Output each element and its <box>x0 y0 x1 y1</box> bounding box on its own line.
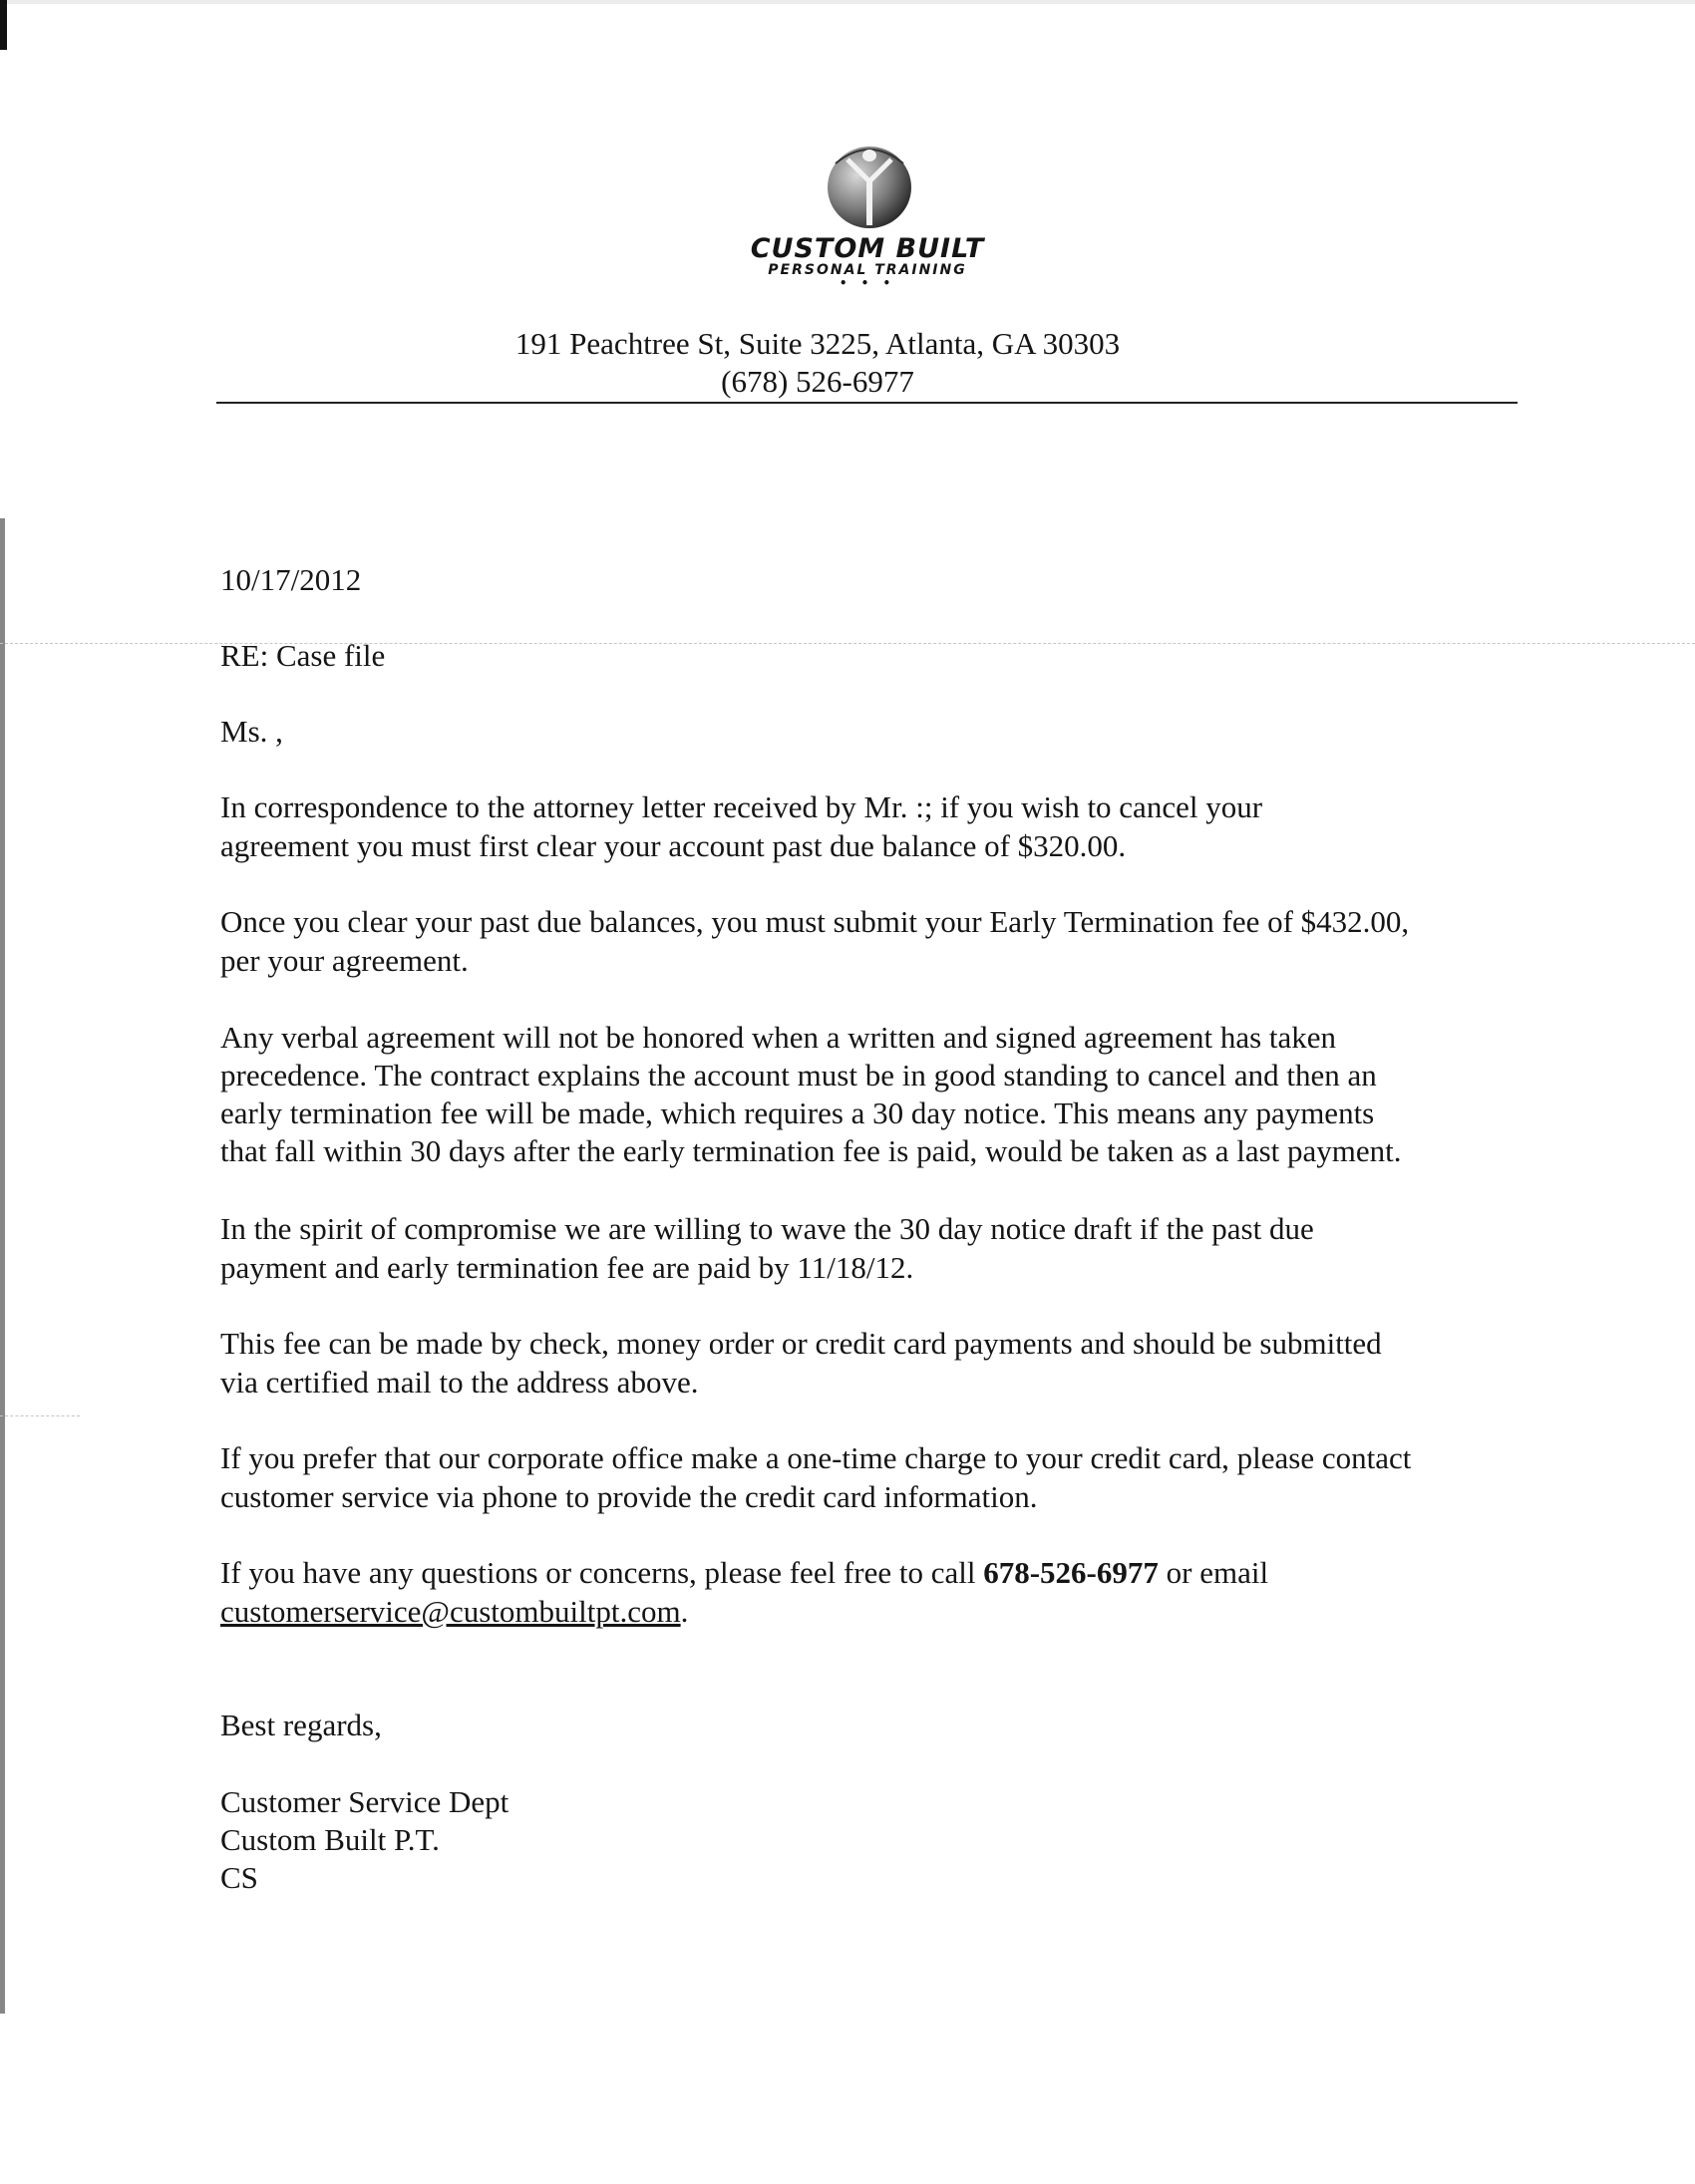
closing: Best regards, <box>220 1708 382 1742</box>
paragraph-7-line-2 <box>220 1592 688 1631</box>
signature-line-2: Custom Built P.T. <box>220 1822 440 1857</box>
paragraph-2-line-1: Once you clear your past due balances, you must submit your Early Termination fee of $432.00, <box>220 904 1410 939</box>
brand-name: CUSTOM BUILT <box>750 233 985 264</box>
brand-dots: • • • <box>839 276 896 290</box>
contact-period: . <box>680 1594 689 1629</box>
contact-email-link[interactable]: customerservice@custombuiltpt.com <box>220 1594 681 1629</box>
letter-date: 10/17/2012 <box>220 562 362 597</box>
paragraph-6-line-2: customer service via phone to provide the credit card information. <box>220 1479 1038 1514</box>
trainer-figure-logo-icon <box>818 138 922 232</box>
paragraph-3-line-3: early termination fee will be made, which requires a 30 day notice. This means any payments <box>220 1095 1375 1130</box>
paragraph-3-line-2: precedence. The contract explains the account must be in good standing to cancel and then an <box>220 1058 1377 1092</box>
paragraph-1-line-2: agreement you must first clear your account past due balance of $320.00. <box>220 828 1127 863</box>
paragraph-5-line-2: via certified mail to the address above. <box>220 1365 699 1400</box>
contact-text-or-email: or email <box>1158 1555 1269 1590</box>
paragraph-5-line-1: This fee can be made by check, money order or credit card payments and should be submitted <box>220 1326 1382 1361</box>
contact-phone: 678-526-6977 <box>983 1555 1159 1590</box>
scan-edge-mark <box>0 0 7 50</box>
brand-wordmark <box>698 235 1037 289</box>
paragraph-3-line-4: that fall within 30 days after the early termination fee is paid, would be taken as a last payment. <box>220 1133 1402 1168</box>
paper-fold-mark <box>0 1415 80 1416</box>
re-line: RE: Case file <box>220 638 386 673</box>
brand-tagline: PERSONAL TRAINING <box>768 262 967 278</box>
signature-line-3: CS <box>220 1860 258 1895</box>
paragraph-1-line-1: In correspondence to the attorney letter received by Mr. :; if you wish to cancel your <box>220 789 1263 824</box>
paragraph-3-line-1: Any verbal agreement will not be honored when a written and signed agreement has taken <box>220 1020 1337 1055</box>
paragraph-4-line-2: payment and early termination fee are paid by 11/18/12. <box>220 1250 914 1285</box>
signature-line-1: Customer Service Dept <box>220 1784 509 1819</box>
paragraph-6-line-1: If you prefer that our corporate office make a one-time charge to your credit card, please contact <box>220 1440 1412 1475</box>
paragraph-4-line-1: In the spirit of compromise we are willing to wave the 30 day notice draft if the past due <box>220 1211 1314 1246</box>
salutation: Ms. , <box>220 714 283 749</box>
letterhead-address-block <box>399 325 1236 401</box>
scan-edge-shadow <box>0 518 5 2014</box>
letterhead-phone: (678) 526-6977 <box>721 364 914 399</box>
contact-text: If you have any questions or concerns, please feel free to call <box>220 1555 984 1590</box>
scan-top-edge <box>0 0 1695 4</box>
paragraph-7-line-1 <box>220 1553 1268 1592</box>
letterhead-rule <box>216 402 1518 404</box>
paragraph-2-line-2: per your agreement. <box>220 943 469 978</box>
letterhead-address: 191 Peachtree St, Suite 3225, Atlanta, GA 30303 <box>514 326 1121 361</box>
